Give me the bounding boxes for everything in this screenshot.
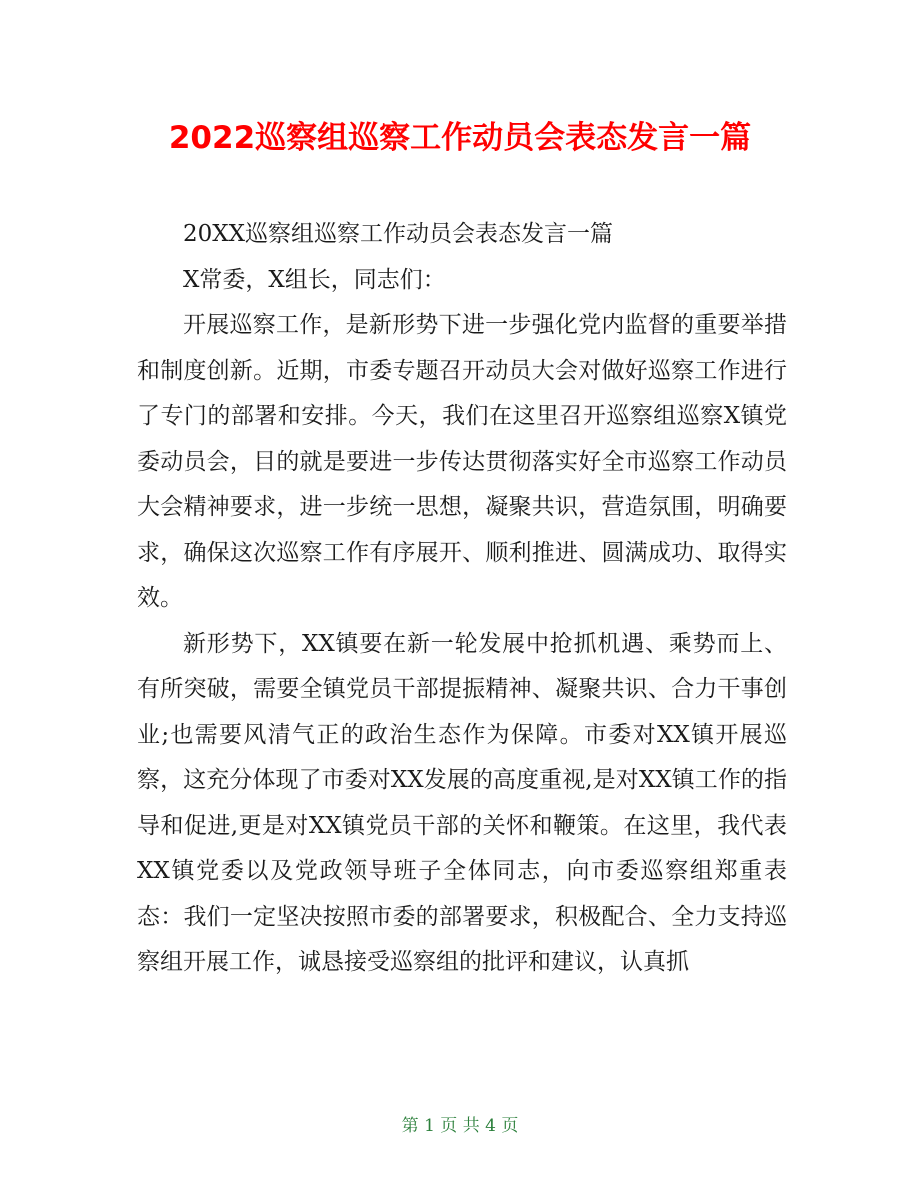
body-paragraph-2: 新形势下，XX镇要在新一轮发展中抢抓机遇、乘势而上、有所突破，需要全镇党员干部提振精神、凝聚共识、合力干事创业;也需要风清气正的政治生态作为保障。市委对XX镇开展巡察，这充分体现了市委对XX发展的高度重视,是对XX镇工作的指导和促进,更是对XX镇党员干部的关怀和鞭策。在这里，我代表XX镇党委以及党政领导班子全体同志，向市委巡察组郑重表态：我们一定坚决按照市委的部署要求，积极配合、全力支持巡察组开展工作，诚恳接受巡察组的批评和建议，认真抓 xyxy=(137,630,787,975)
page-footer: 第 1 页 共 4 页 xyxy=(401,1116,519,1136)
body-paragraph-1: 开展巡察工作，是新形势下进一步强化党内监督的重要举措和制度创新。近期，市委专题召开动员大会对做好巡察工作进行了专门的部署和安排。今天，我们在这里召开巡察组巡察X镇党委动员会，目的就是要进一步传达贯彻落实好全市巡察工作动员大会精神要求，进一步统一思想，凝聚共识，营造氛围，明确要求，确保这次巡察工作有序展开、顺利推进、圆满成功、取得实效。 xyxy=(137,312,787,611)
document-title: 2022巡察组巡察工作动员会表态发言一篇 xyxy=(168,120,752,156)
subtitle-paragraph: 20XX巡察组巡察工作动员会表态发言一篇 xyxy=(183,221,614,247)
salutation-paragraph: X常委，X组长，同志们： xyxy=(183,266,446,293)
document-body xyxy=(137,212,787,986)
